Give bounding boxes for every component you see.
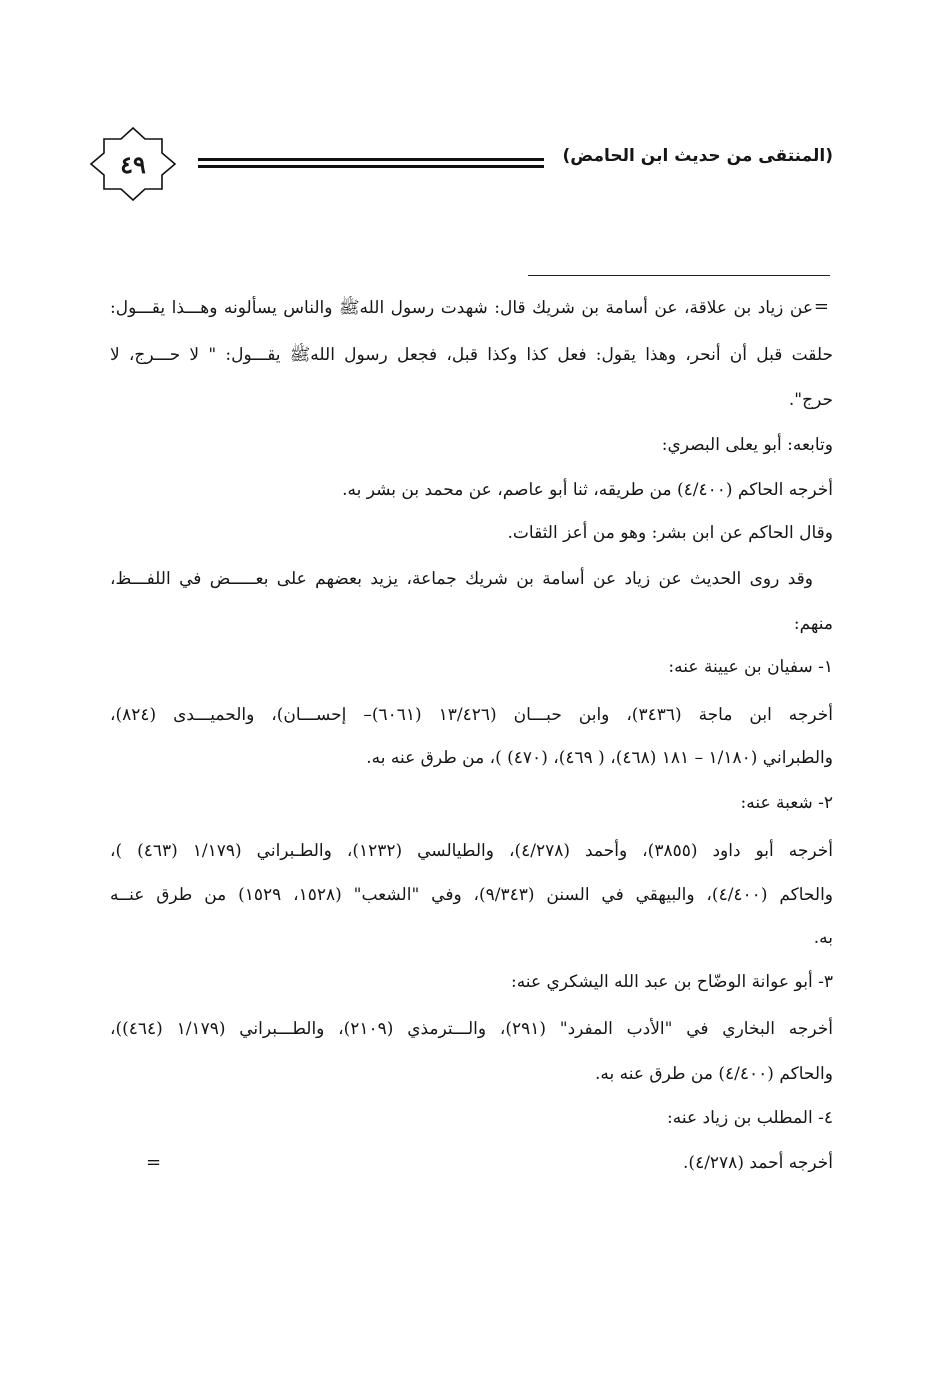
continuation-mark-bottom: = xyxy=(146,1152,162,1173)
list-item-heading: ١- سفيان بن عيينة عنه: xyxy=(668,657,833,677)
page-number: ٤٩ xyxy=(120,149,146,179)
text-line: أخرجه البخاري في "الأدب المفرد" (٢٩١)، والـــترمذي (٢١٠٩)، والطـــبراني (١/١٧٩ (٤٦٤))، xyxy=(110,1019,833,1039)
page-number-badge xyxy=(88,125,178,203)
list-item-heading: ٣- أبو عوانة الوضّاح بن عبد الله اليشكري عنه: xyxy=(510,972,833,992)
text-line: حرج". xyxy=(788,390,833,410)
continuation-mark: = xyxy=(813,296,829,317)
text-line: والحاكم (٤/٤٠٠)، والبيهقي في السنن (٩/٣٤٣)، وفي "الشعب" (١٥٢٨، ١٥٢٩) من طرق عنــه xyxy=(110,885,833,905)
text-line: أخرجه الحاكم (٤/٤٠٠) من طريقه، ثنا أبو عاصم، عن محمد بن بشر به. xyxy=(342,480,833,500)
list-item-heading: ٤- المطلب بن زياد عنه: xyxy=(667,1108,833,1128)
running-title: (المنتقى من حديث ابن الحامض) xyxy=(562,146,833,166)
text-line: والطبراني (١/١٨٠ – ١٨١ (٤٦٨)، ( ٤٦٩)، (٤٧٠) )، من طرق عنه به. xyxy=(366,748,833,768)
text-line: منهم: xyxy=(793,614,833,634)
header-double-rule xyxy=(198,158,544,168)
text-line: وقال الحاكم عن ابن بشر: وهو من أعز الثقات. xyxy=(507,523,833,543)
text-line: وقد روى الحديث عن زياد عن أسامة بن شريك جماعة، يزيد بعضهم على بعـــــض في اللفـــظ، xyxy=(110,569,813,589)
text-line: به. xyxy=(813,928,833,948)
text-line: أخرجه ابن ماجة (٣٤٣٦)، وابن حبـــان (١٣/٤٢٦ (٦٠٦١)– إحســـان)، والحميـــدى (٨٢٤)، xyxy=(110,705,833,725)
text-line: عن زياد بن علاقة، عن أسامة بن شريك قال: شهدت رسول اللهﷺ والناس يسألونه وهـــذا يقـــول: xyxy=(110,298,813,318)
list-item-heading: ٢- شعبة عنه: xyxy=(740,793,833,813)
text-line: والحاكم (٤/٤٠٠) من طرق عنه به. xyxy=(594,1064,833,1084)
text-line: وتابعه: أبو يعلى البصري: xyxy=(661,435,833,455)
text-line: حلقت قبل أن أنحر، وهذا يقول: فعل كذا وكذا قبل، فجعل رسول اللهﷺ يقـــول: " لا حـــرج، لا xyxy=(110,345,833,365)
text-line: أخرجه أحمد (٤/٢٧٨). xyxy=(683,1153,833,1173)
footnote-separator xyxy=(528,275,830,276)
text-line: أخرجه أبو داود (٣٨٥٥)، وأحمد (٤/٢٧٨)، والطيالسي (١٢٣٢)، والطـبراني (١/١٧٩ (٤٦٣) )، xyxy=(110,841,833,861)
